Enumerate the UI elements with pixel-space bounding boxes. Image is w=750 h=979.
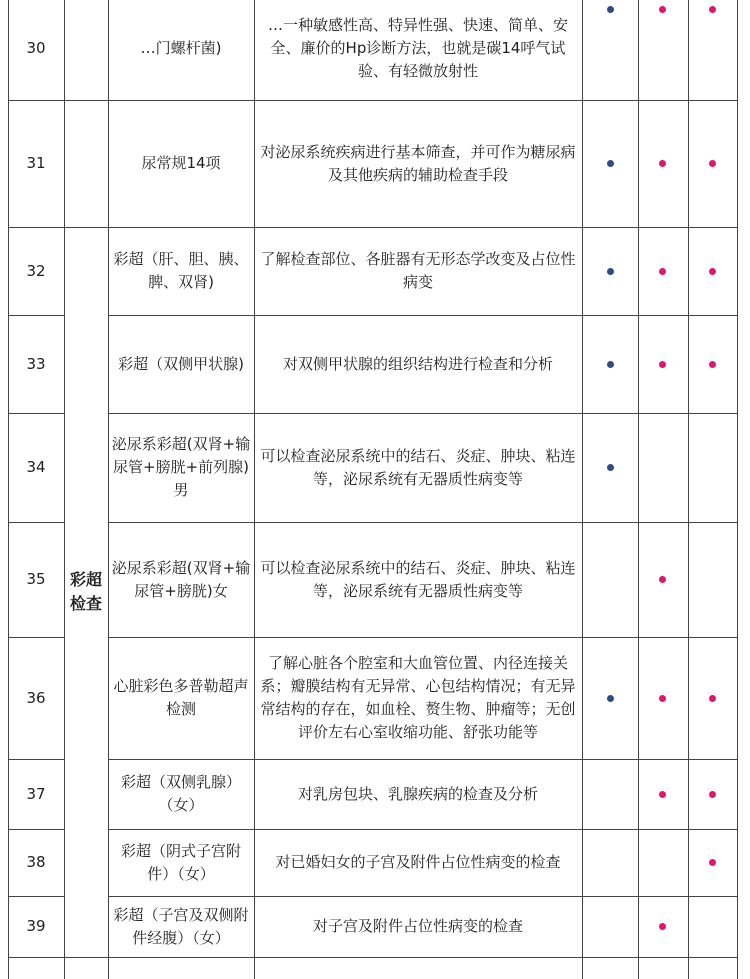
package-b-dot bbox=[659, 6, 666, 13]
package-a-dot bbox=[607, 160, 614, 167]
row-number: 34 bbox=[26, 458, 46, 476]
package-c-dot bbox=[709, 791, 716, 798]
exam-item: …门螺杆菌) bbox=[140, 38, 222, 57]
exam-item: 彩超（阴式子宫附件）（女） bbox=[120, 841, 241, 883]
package-a-dot bbox=[607, 6, 614, 13]
exam-item: 泌尿系彩超(双肾+输尿管+膀胱)女 bbox=[111, 558, 251, 600]
row-number: 39 bbox=[26, 917, 46, 935]
package-c-dot bbox=[709, 695, 716, 702]
grid-hline bbox=[8, 957, 738, 958]
exam-item: 彩超（肝、胆、胰、脾、双肾) bbox=[113, 250, 249, 291]
package-b-dot bbox=[659, 576, 666, 583]
package-c-dot bbox=[709, 859, 716, 866]
exam-item: 彩超（子宫及双侧附件经腹）（女） bbox=[113, 905, 249, 947]
exam-description: 对双侧甲状腺的组织结构进行检查和分析 bbox=[282, 354, 553, 373]
grid-vline bbox=[638, 0, 639, 979]
package-b-dot bbox=[659, 268, 666, 275]
package-c-dot bbox=[709, 268, 716, 275]
row-number: 31 bbox=[26, 154, 46, 172]
exam-description: …一种敏感性高、特异性强、快速、简单、安全、廉价的Hp诊断方法，也就是碳14呼气试验、有轻微放射性 bbox=[267, 15, 568, 80]
exam-item: 心脏彩色多普勒超声检测 bbox=[113, 677, 249, 718]
row-number: 35 bbox=[26, 570, 46, 588]
package-c-dot bbox=[709, 6, 716, 13]
row-number: 32 bbox=[26, 261, 46, 280]
exam-item: 彩超（双侧甲状腺) bbox=[118, 354, 244, 373]
package-b-dot bbox=[659, 923, 666, 930]
exam-description: 可以检查泌尿系统中的结石、炎症、肿块、粘连等，泌尿系统有无器质性病变等 bbox=[260, 446, 576, 488]
row-number: 37 bbox=[26, 784, 46, 803]
exam-description: 对子宫及附件占位性病变的检查 bbox=[312, 917, 523, 935]
row-number: 36 bbox=[26, 688, 46, 707]
exam-description: 了解检查部位、各脏器有无形态学改变及占位性病变 bbox=[260, 250, 576, 291]
exam-description: 可以检查泌尿系统中的结石、炎症、肿块、粘连等，泌尿系统有无器质性病变等 bbox=[260, 558, 576, 600]
category-ultrasound: 彩超 检查 bbox=[69, 570, 102, 613]
exam-item: 尿常规14项 bbox=[141, 154, 221, 172]
exam-item: 彩超（双侧乳腺）（女） bbox=[120, 773, 241, 814]
package-b-dot bbox=[659, 791, 666, 798]
package-b-dot bbox=[659, 695, 666, 702]
exam-description: 对泌尿系统疾病进行基本筛查，并可作为糖尿病及其他疾病的辅助检查手段 bbox=[260, 142, 576, 184]
exam-item: 泌尿系彩超(双肾+输尿管+膀胱+前列腺)男 bbox=[111, 435, 251, 499]
package-a-dot bbox=[607, 361, 614, 368]
row-number: 30 bbox=[26, 38, 46, 57]
package-b-dot bbox=[659, 361, 666, 368]
package-c-dot bbox=[709, 160, 716, 167]
grid-vline bbox=[688, 0, 689, 979]
package-a-dot bbox=[607, 268, 614, 275]
exam-description: 了解心脏各个腔室和大血管位置、内径连接关系；瓣膜结构有无异常、心包结构情况；有无异常结构的存在，如血栓、赘生物、肿瘤等；无创评价左右心室收缩功能、舒张功能等 bbox=[260, 654, 576, 741]
package-b-dot bbox=[659, 160, 666, 167]
row-number-partial bbox=[8, 957, 64, 979]
row-number: 38 bbox=[26, 853, 46, 871]
package-a-dot bbox=[607, 464, 614, 471]
package-c-dot bbox=[709, 361, 716, 368]
grid-vline bbox=[737, 0, 738, 979]
exam-description: 对乳房包块、乳腺疾病的检查及分析 bbox=[297, 784, 538, 803]
exam-description: 对已婚妇女的子宫及附件占位性病变的检查 bbox=[275, 853, 561, 871]
row-number: 33 bbox=[26, 354, 46, 373]
package-a-dot bbox=[607, 695, 614, 702]
